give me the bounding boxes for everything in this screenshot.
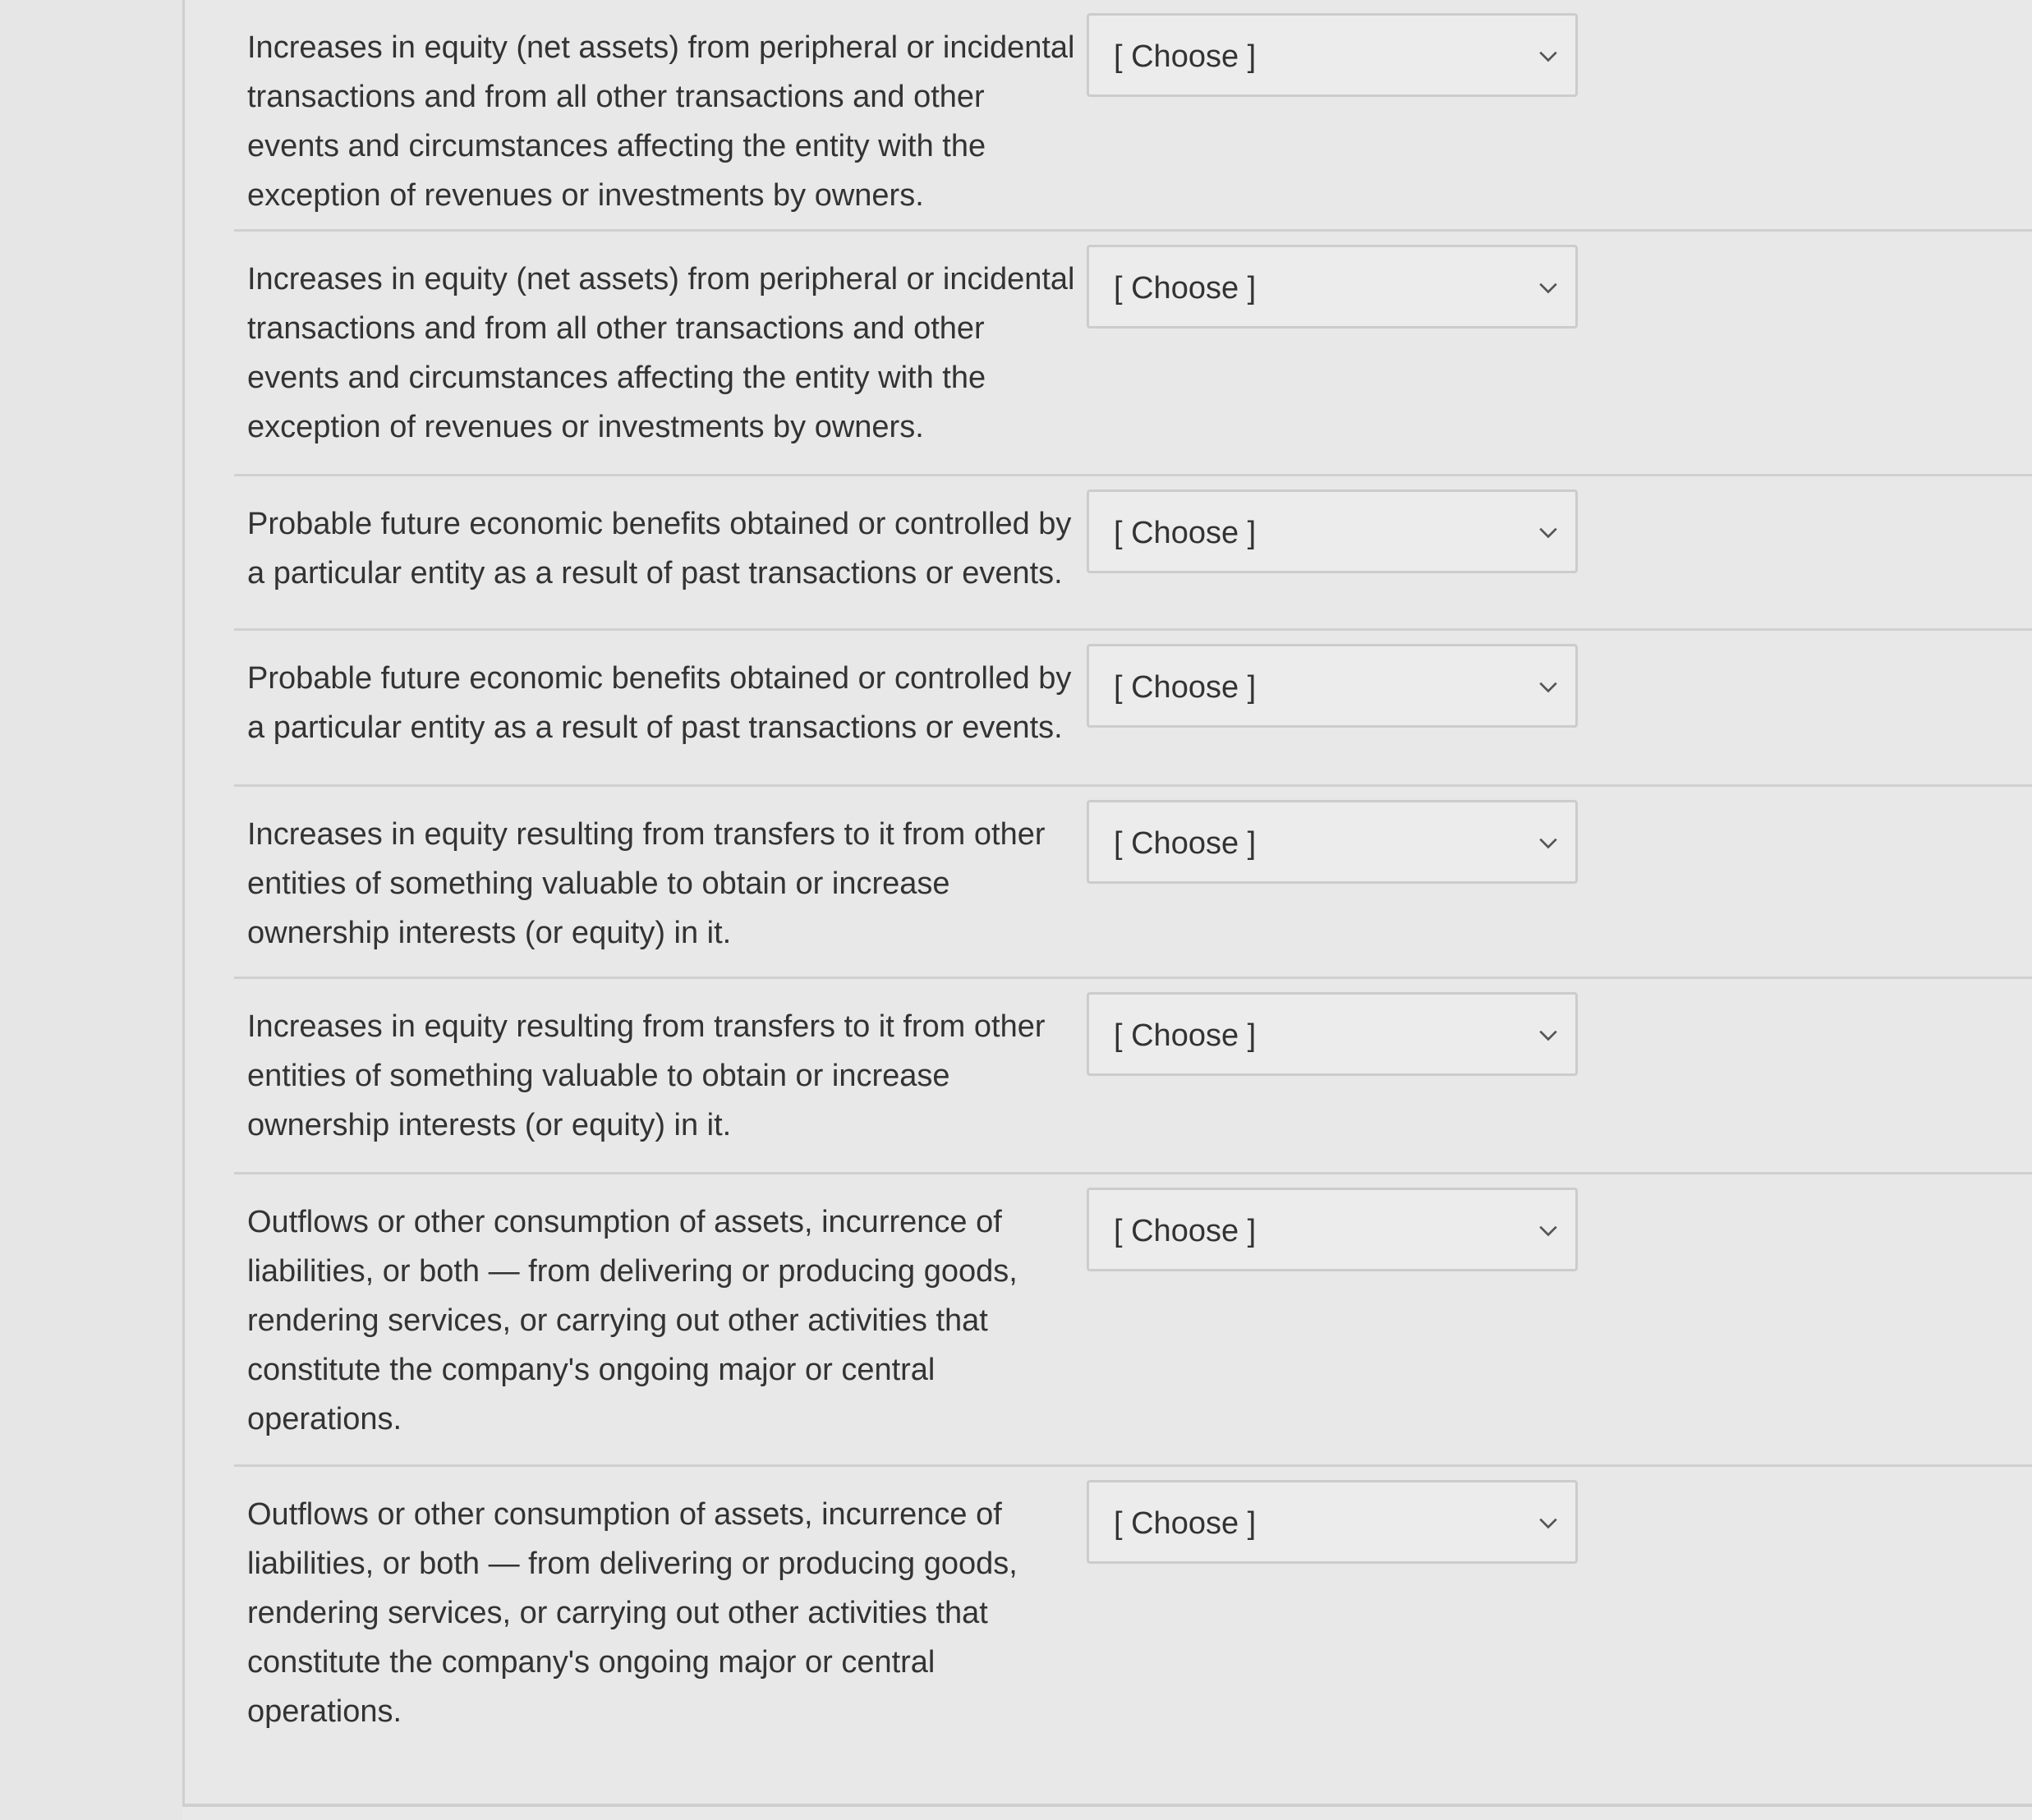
matching-row [234,1174,2032,1467]
select-value: [ Choose ] [1114,39,1257,74]
question-text: Probable future economic benefits obtained or controlled by a particular entity as a result of past transactions or events. [247,661,1072,745]
matching-row [234,787,2032,979]
matching-row [234,476,2032,631]
select-value: [ Choose ] [1114,1018,1257,1053]
answer-select[interactable] [1087,245,1578,329]
chevron-down-icon [1538,522,1559,543]
matching-row [234,631,2032,787]
select-value: [ Choose ] [1114,1506,1257,1541]
question-text: Probable future economic benefits obtained or controlled by a particular entity as a result of past transactions or events. [247,507,1072,591]
answer-select[interactable] [1087,644,1578,728]
chevron-down-icon [1538,832,1559,853]
answer-select[interactable] [1087,1480,1578,1564]
matching-row [234,979,2032,1174]
chevron-down-icon [1538,45,1559,67]
question-text: Outflows or other consumption of assets, incurrence of liabilities, or both — from delivering or producing goods, rendering services, or carrying out other activities that constitute the company's ongoing major or central operations. [247,1205,1018,1436]
chevron-down-icon [1538,1024,1559,1046]
select-value: [ Choose ] [1114,826,1257,861]
matching-row [234,232,2032,476]
select-value: [ Choose ] [1114,271,1257,306]
question-text: Increases in equity resulting from transfers to it from other entities of something valuable to obtain or increase ownership interests (or equity) in it. [247,1009,1046,1142]
chevron-down-icon [1538,1220,1559,1241]
question-text: Increases in equity resulting from transfers to it from other entities of something valuable to obtain or increase ownership interests (or equity) in it. [247,817,1046,950]
question-text: Outflows or other consumption of assets, incurrence of liabilities, or both — from delivering or producing goods, rendering services, or carrying out other activities that constitute the company's ongoing major or central operations. [247,1497,1018,1729]
answer-select[interactable] [1087,489,1578,573]
left-gutter [0,0,182,1820]
chevron-down-icon [1538,277,1559,298]
question-text: Increases in equity (net assets) from peripheral or incidental transactions and from all other transactions and other events and circumstances affecting the entity with the exception of revenues or investments by owners. [247,262,1075,444]
chevron-down-icon [1538,676,1559,697]
select-value: [ Choose ] [1114,516,1257,550]
select-value: [ Choose ] [1114,670,1257,705]
answer-select[interactable] [1087,992,1578,1076]
matching-row [234,1467,2032,1795]
select-value: [ Choose ] [1114,1214,1257,1248]
matching-question-panel [182,0,2032,1807]
answer-select[interactable] [1087,1188,1578,1271]
answer-select[interactable] [1087,13,1578,97]
answer-select[interactable] [1087,800,1578,884]
question-text: Increases in equity (net assets) from peripheral or incidental transactions and from all other transactions and other events and circumstances affecting the entity with the exception of revenues or investments by owners. [247,30,1075,213]
chevron-down-icon [1538,1512,1559,1533]
matching-row [234,0,2032,232]
